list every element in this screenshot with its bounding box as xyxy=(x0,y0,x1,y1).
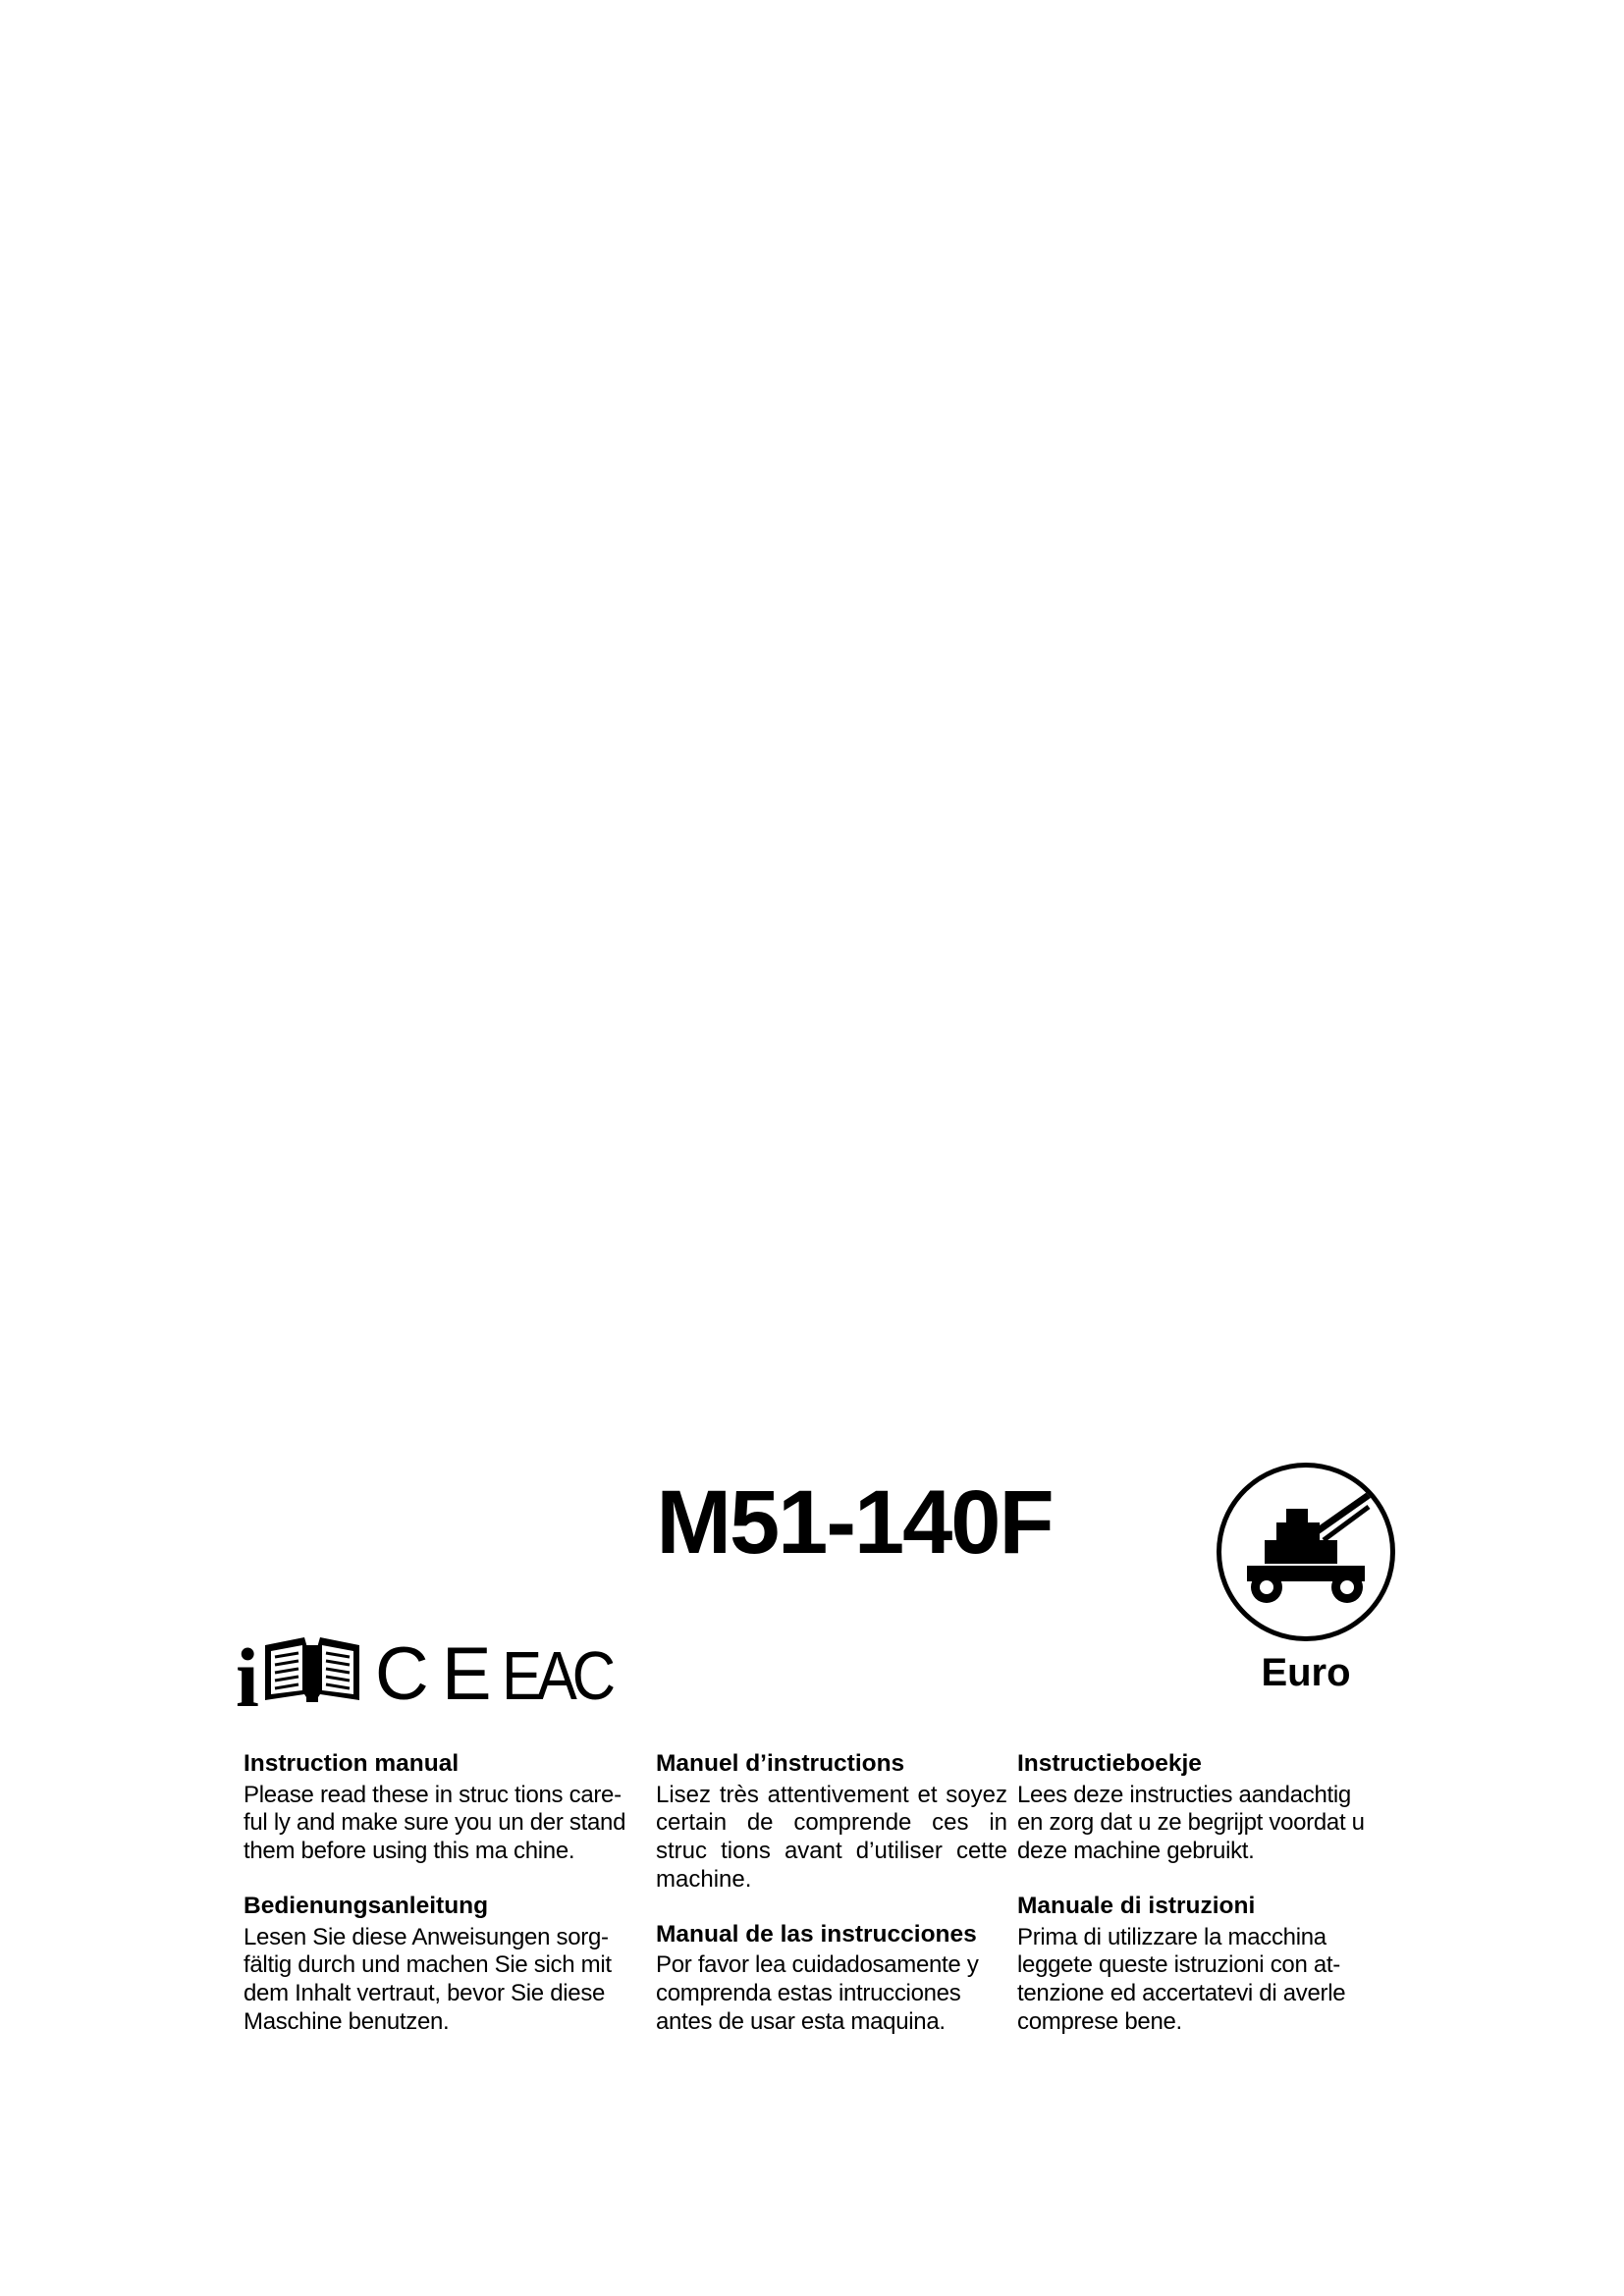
symbol-row xyxy=(236,1590,625,1725)
heading-instruction-manual: Instruction manual xyxy=(244,1750,460,1777)
column-french-spanish xyxy=(656,1749,1017,2037)
column-dutch-italian xyxy=(1017,1749,1387,2037)
block-instruction-manual xyxy=(244,1749,646,1866)
page-title: M51-140F xyxy=(656,1472,1053,1573)
heading-instructieboekje: Instructieboekje xyxy=(1017,1750,1202,1777)
ce-mark-icon: C E xyxy=(374,1631,488,1716)
body-manuel-dinstructions: Lisez très attentivement et soyez certain de comprende ces in struc tions avant d’utiliser cette machine. xyxy=(656,1781,1007,1894)
lawn-mower-icon xyxy=(1217,1463,1395,1641)
eac-mark-icon: EAC xyxy=(501,1636,611,1714)
instruction-columns xyxy=(244,1749,1387,2037)
heading-manuale-di-istruzioni: Manuale di istruzioni xyxy=(1017,1893,1256,1920)
heading-manuel-dinstructions: Manuel d’instructions xyxy=(656,1750,905,1777)
body-manuale-di-istruzioni: Prima di utilizzare la macchina leggete queste istruzioni con at- tenzione ed accertatevi di averle comprese bene. xyxy=(1017,1923,1346,2036)
body-bedienungsanleitung: Lesen Sie diese Anweisungen sorg- fältig durch und machen Sie sich mit dem Inhalt vertraut, bevor Sie diese Maschine benutzen. xyxy=(244,1923,612,2036)
block-manuale-di-istruzioni xyxy=(1017,1892,1378,2037)
block-manual-de-las-instrucciones xyxy=(656,1920,1007,2037)
open-book-icon xyxy=(261,1631,363,1706)
information-icon: i xyxy=(236,1629,259,1725)
column-english-german xyxy=(244,1749,656,2037)
body-instructieboekje: Lees deze instructies aandachtig en zorg dat u ze begrijpt voordat u deze machine gebruikt. xyxy=(1017,1781,1365,1865)
body-instruction-manual: Please read these in struc tions care- ful ly and make sure you un der stand them before using this ma chine. xyxy=(244,1781,626,1865)
euro-label: Euro xyxy=(1261,1651,1351,1694)
heading-manual-de-las-instrucciones: Manual de las instrucciones xyxy=(656,1920,977,1948)
block-instructieboekje xyxy=(1017,1749,1378,1866)
heading-bedienungsanleitung: Bedienungsanleitung xyxy=(244,1893,489,1920)
block-bedienungsanleitung xyxy=(244,1892,646,2037)
block-manuel-dinstructions xyxy=(656,1749,1007,1895)
body-manual-de-las-instrucciones: Por favor lea cuidadosamente y comprenda estas intrucciones antes de usar esta maquina. xyxy=(656,1951,979,2036)
euro-badge xyxy=(1208,1463,1404,1695)
